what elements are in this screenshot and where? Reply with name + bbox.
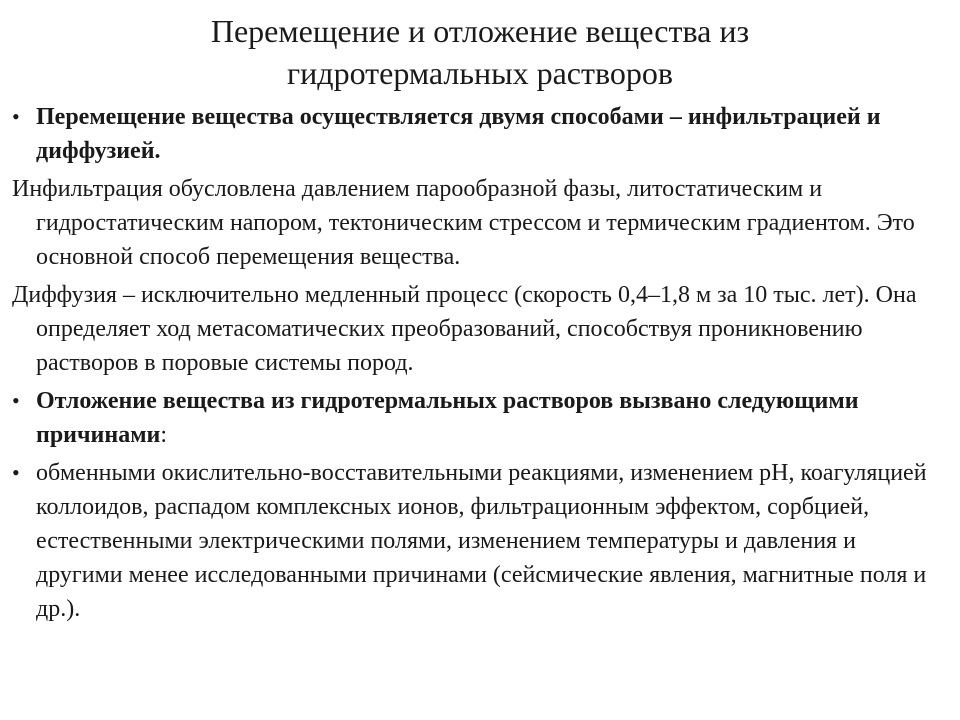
- bullet-item-deposition: [12, 384, 947, 452]
- bullet-item-movement-text: Перемещение вещества осуществляется двумя способами – инфильтрацией и диффузией.: [36, 104, 881, 164]
- bullet-icon: •: [12, 388, 20, 413]
- bullet-item-deposition-bold: Отложение вещества из гидротермальных растворов вызвано следующими причинами: [36, 388, 859, 448]
- bullet-item-deposition-suffix: :: [160, 422, 168, 448]
- paragraph-infiltration: Инфильтрация обусловлена давлением парообразной фазы, литостатическим и гидростатическим напором, тектоническим стрессом и термическим градиентом. Это основной способ перемещения вещества.: [12, 176, 915, 270]
- bullet-item-deposition-text: [36, 384, 947, 452]
- slide-title-line-2: гидротермальных растворов: [287, 55, 673, 91]
- slide-title-line-1: Перемещение и отложение вещества из: [210, 13, 750, 49]
- slide-body: [12, 100, 947, 630]
- paragraph-diffusion: Диффузия – исключительно медленный процесс (скорость 0,4–1,8 м за 10 тыс. лет). Она определяет ход метасоматических преобразований, способствуя проникновению растворов в поровые системы пород.: [12, 282, 917, 376]
- bullet-item-causes-text: обменными окислительно-восставительными реакциями, изменением рН, коагуляцией коллоидов, распадом комплексных ионов, фильтрационным эффектом, сорбцией, естественными электрическими полями, изменением температуры и давления и другими менее исследованными причинами (сейсмические явления, магнитные поля и др.).: [36, 460, 927, 622]
- slide-title: [60, 10, 900, 94]
- bullet-item-movement: [12, 100, 947, 168]
- bullet-icon: •: [12, 460, 20, 485]
- bullet-item-causes: [12, 456, 947, 626]
- bullet-icon: •: [12, 104, 20, 129]
